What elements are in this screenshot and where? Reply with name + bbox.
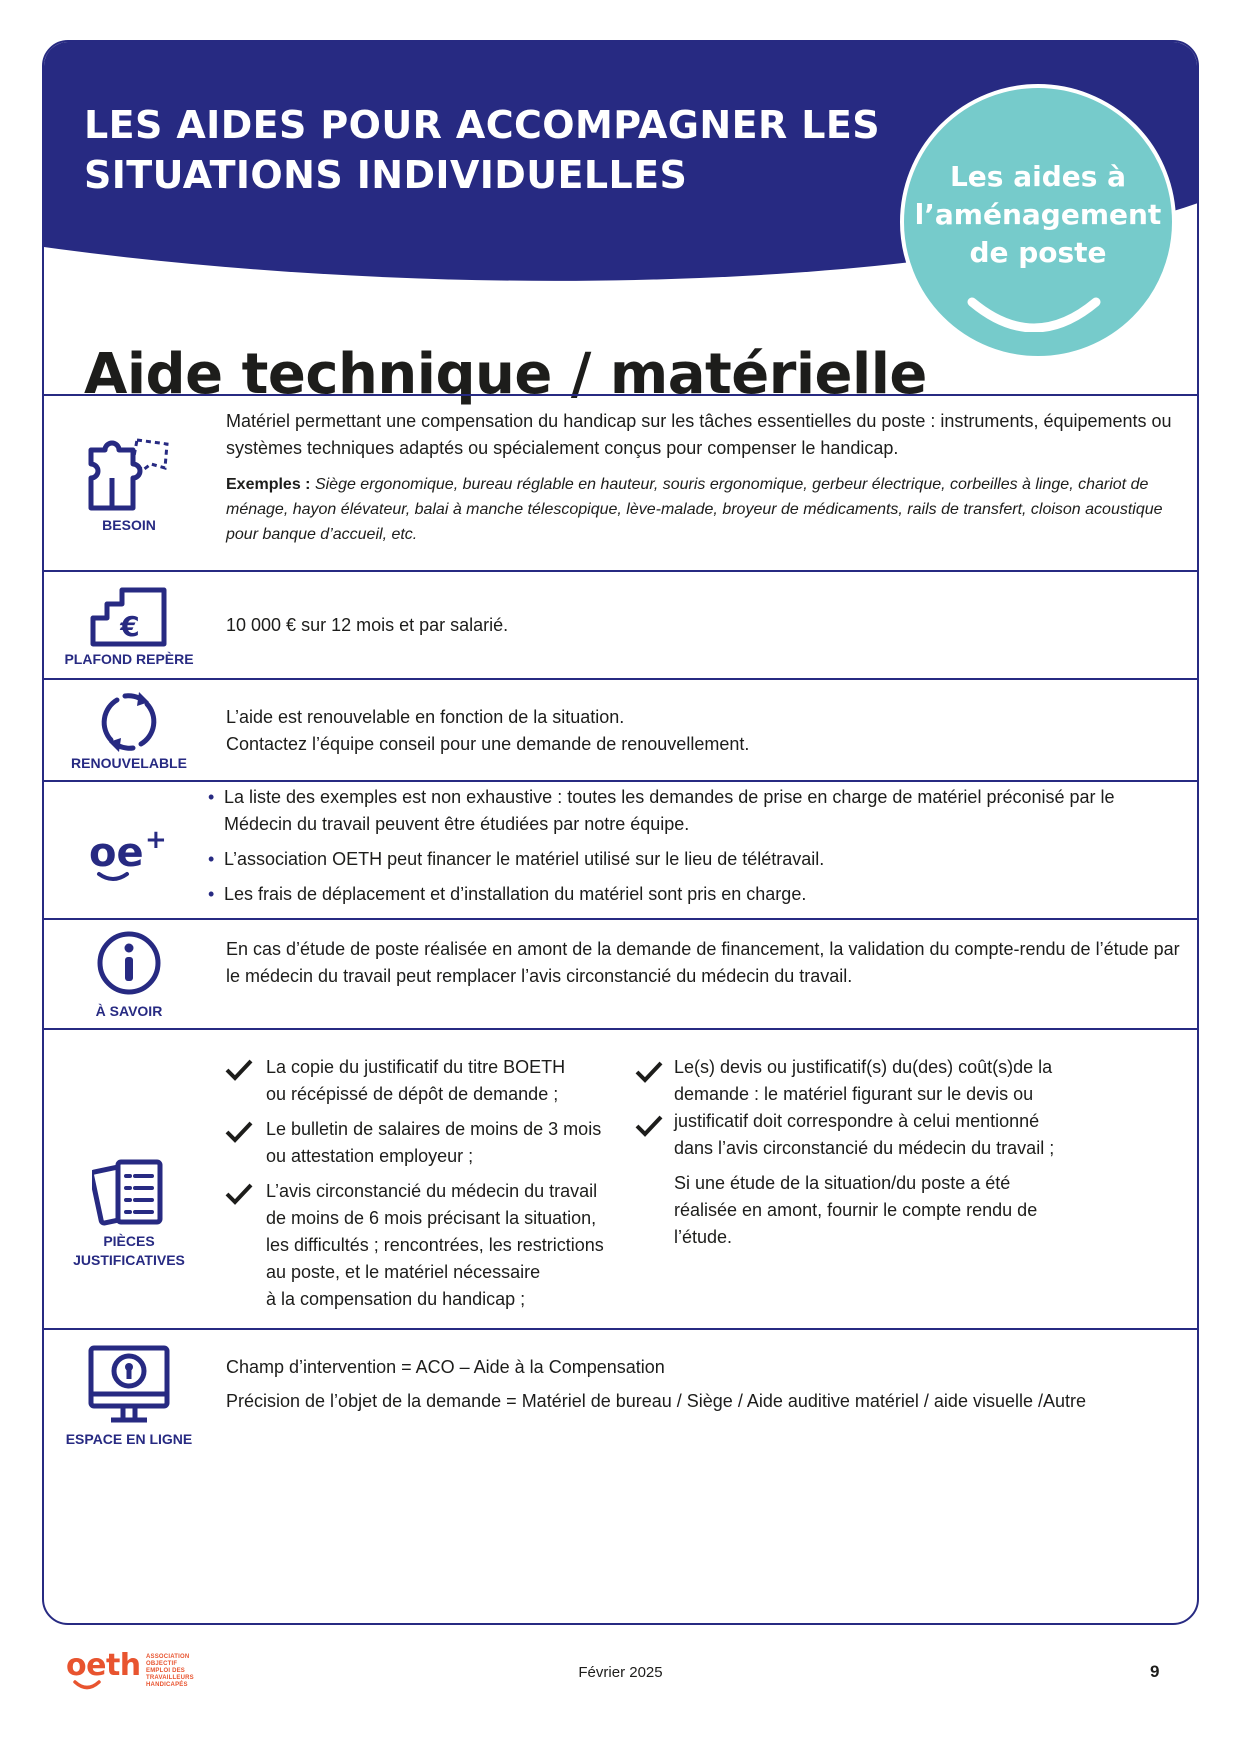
piece-item-text: Le bulletin de salaires de moins de 3 mois ou attestation employeur ; [266,1119,602,1166]
piece-etude-note: Si une étude de la situation/du poste a été réalisée en amont, fournir le compte rendu de l’étude. [674,1173,1038,1247]
refresh-icon [97,690,161,754]
row-besoin [44,394,1197,570]
puzzle-icon [87,436,171,512]
examples-label: Exemples : [226,476,311,493]
header-title-line1: LES AIDES POUR ACCOMPAGNER LES [84,103,880,147]
checkmark-icon [224,1120,254,1144]
oeth-logo-association: ASSOCIATION OBJECTIF EMPLOI DES TRAVAILLEURS HANDICAPÉS [146,1654,194,1688]
label-a-savoir: À SAVOIR [95,1003,163,1019]
oeth-note-item: • L’association OETH peut financer le matériel utilisé sur le lieu de télétravail. [208,846,1181,873]
euro-steps-icon [90,586,168,648]
espace-line1: Champ d’intervention = ACO – Aide à la Compensation [226,1357,665,1377]
label-espace: ESPACE EN LIGNE [65,1431,193,1447]
footer-date: Février 2025 [578,1664,663,1681]
a-savoir-text: En cas d’étude de poste réalisée en amont de la demande de financement, la validation du compte-rendu de l’étude par le médecin du travail peut remplacer l’avis circonstancié du médecin du travail. [226,939,1180,986]
oeth-note-item: • La liste des exemples est non exhaustive : toutes les demandes de prise en charge de matériel préconisé par le Médecin du travail peuvent être étudiées par notre équipe. [208,784,1181,838]
besoin-text: Matériel permettant une compensation du handicap sur les tâches essentielles du poste : instruments, équipements ou systèmes techniques adaptés ou spécialement conçus pour compenser le handicap. [226,411,1172,458]
checkmark-icon [224,1182,254,1206]
oeth-plus-icon [87,824,171,884]
label-plafond: PLAFOND REPÈRE [64,651,194,667]
piece-item [224,1054,664,1108]
piece-item [224,1178,664,1313]
row-renouvelable [44,678,1197,780]
row-espace-en-ligne [44,1328,1197,1458]
smile-icon [966,296,1102,332]
info-card [42,40,1199,1625]
piece-devis-text: Le(s) devis ou justificatif(s) du(des) coût(s)de la demande : le matériel figurant sur le devis ou justificatif doit correspondre à celui mentionné dans l’avis circonstancié du médecin du travail ; [674,1057,1055,1158]
checkmark-icon [634,1114,664,1138]
label-pieces: PIÈCES JUSTIFICATIVES [73,1233,185,1268]
renouvelable-line1: L’aide est renouvelable en fonction de la situation. [226,707,625,727]
row-a-savoir [44,918,1197,1028]
svg-text:+: + [145,825,167,855]
renouvelable-line2: Contactez l’équipe conseil pour une demande de renouvellement. [226,734,750,754]
piece-item-text: La copie du justificatif du titre BOETH ou récépissé de dépôt de demande ; [266,1057,566,1104]
monitor-lock-icon [87,1344,171,1426]
piece-item [224,1116,664,1170]
checkmark-icon [634,1060,664,1084]
row-oeth-notes [44,780,1197,918]
oeth-logo-text: oeth [66,1648,141,1683]
row-pieces-justificatives [44,1028,1197,1328]
plafond-text: 10 000 € sur 12 mois et par salarié. [226,615,509,635]
label-renouvelable: RENOUVELABLE [71,755,187,771]
svg-text:oe: oe [89,830,144,876]
header-title [84,100,880,200]
header-title-line2: SITUATIONS INDIVIDUELLES [84,153,688,197]
oeth-notes-list [208,784,1181,908]
oeth-note-item: • Les frais de déplacement et d’installation du matériel sont pris en charge. [208,881,1181,908]
espace-line2: Précision de l’objet de la demande = Matériel de bureau / Siège / Aide auditive matériel / aide visuelle /Autre [226,1391,1087,1411]
piece-item-text: L’avis circonstancié du médecin du travail de moins de 6 mois précisant la situation, les difficultés ; rencontrées, les restrictions au poste, et le matériel nécessaire à la compensation du handicap ; [266,1181,604,1309]
pieces-list-left [224,1054,664,1313]
svg-text:€: € [120,610,140,643]
info-icon [96,930,162,996]
checkmark-icon [224,1058,254,1082]
documents-icon [92,1158,166,1226]
label-besoin: BESOIN [102,517,156,533]
examples-text: Siège ergonomique, bureau réglable en hauteur, souris ergonomique, gerbeur électrique, corbeilles à linge, chariot de ménage, hayon élévateur, balai à manche télescopique, lève-malade, broyeur de médicaments, rails de transfert, cloison acoustique pour banque d’accueil, etc. [226,476,1163,543]
category-badge [900,84,1176,360]
row-plafond [44,570,1197,678]
category-badge-text: Les aides à l’aménagement de poste [914,160,1162,269]
besoin-examples [226,472,1181,547]
page-title: Aide technique / matérielle [84,342,927,407]
page-number: 9 [1150,1662,1160,1681]
